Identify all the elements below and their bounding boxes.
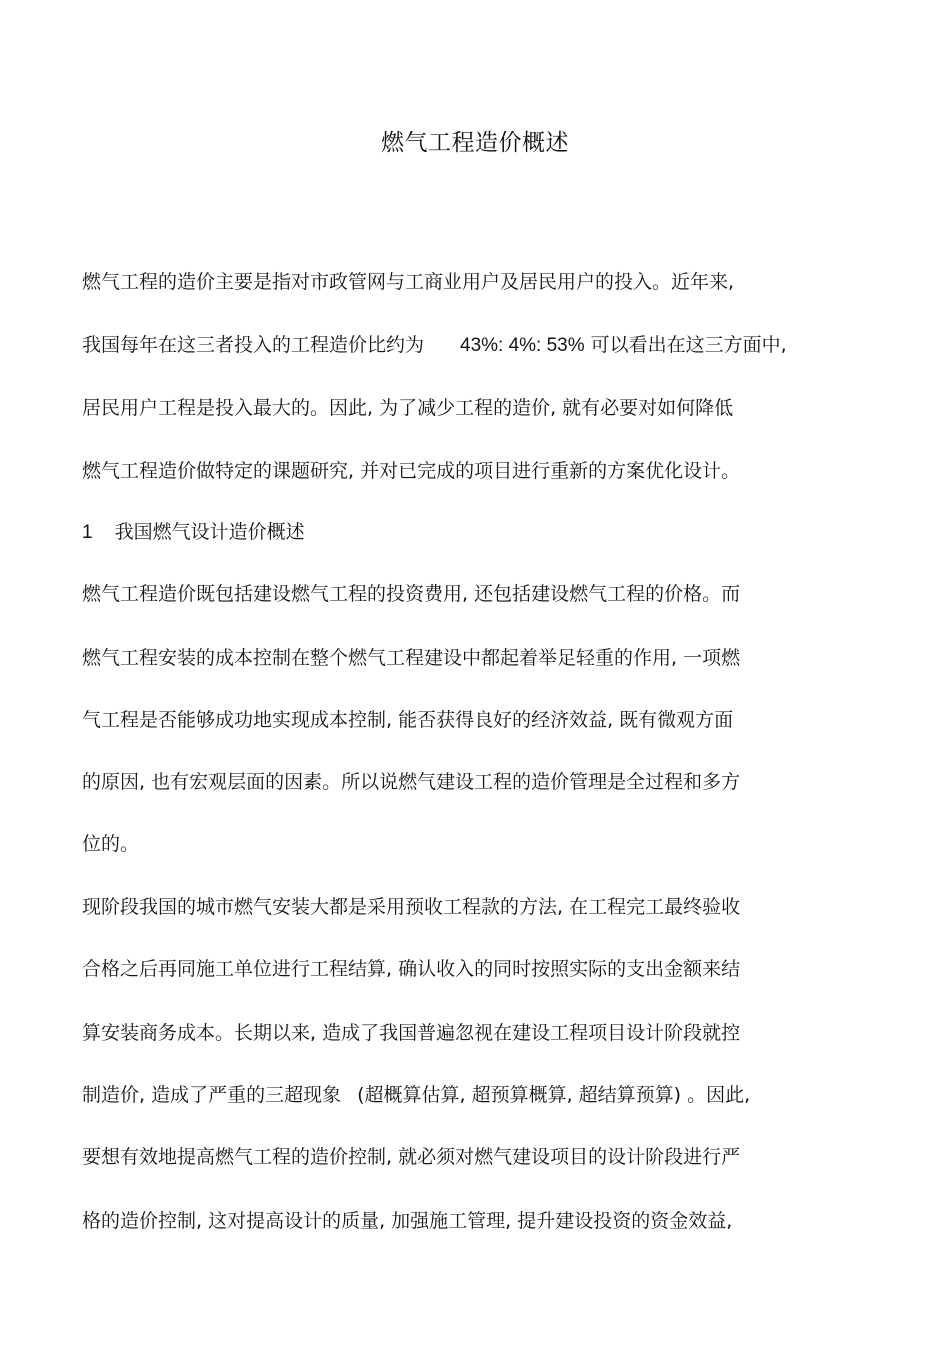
section-heading-text: 我国燃气设计造价概述 [114, 521, 305, 543]
paragraph-line: 的原因, 也有宏观层面的因素。所以说燃气建设工程的造价管理是全过程和多方 [82, 771, 741, 793]
paragraph-line: 燃气工程的造价主要是指对市政管网与工商业用户及居民用户的投入。近年来, [82, 271, 735, 293]
paragraph-line [82, 1081, 750, 1109]
paragraph-line: 燃气工程造价做特定的课题研究, 并对已完成的项目进行重新的方案优化设计。 [82, 460, 741, 482]
ratio-value: 43%: 4%: 53% [460, 335, 585, 356]
paragraph-line: 合格之后再同施工单位进行工程结算, 确认收入的同时按照实际的支出金额来结 [82, 958, 741, 980]
paragraph-text: 我国每年在这三者投入的工程造价比约为 [82, 334, 425, 356]
paragraph-line: 气工程是否能够成功地实现成本控制, 能否获得良好的经济效益, 既有微观方面 [82, 709, 734, 731]
paragraph-line: 燃气工程造价既包括建设燃气工程的投资费用, 还包括建设燃气工程的价格。而 [82, 583, 741, 605]
paragraph-line: 现阶段我国的城市燃气安装大都是采用预收工程款的方法, 在工程完工最终验收 [82, 896, 741, 918]
paragraph-text: 可以看出在这三方面中, [590, 334, 787, 356]
section-number: 1 [82, 522, 93, 543]
paragraph-text: 制造价, 造成了严重的三超现象 [82, 1084, 342, 1106]
paragraph-line: 算安装商务成本。长期以来, 造成了我国普遍忽视在建设工程项目设计阶段就控 [82, 1022, 741, 1044]
paragraph-line: 燃气工程安装的成本控制在整个燃气工程建设中都起着举足轻重的作用, 一项燃 [82, 647, 741, 669]
paragraph-text: (超概算估算, 超预算概算, 超结算预算) 。因此, [357, 1084, 751, 1106]
document-title: 燃气工程造价概述 [381, 130, 569, 156]
paragraph-line: 居民用户工程是投入最大的。因此, 为了减少工程的造价, 就有必要对如何降低 [82, 397, 734, 419]
paragraph-line: 位的。 [82, 833, 140, 855]
paragraph-line [82, 331, 787, 360]
paragraph-line: 要想有效地提高燃气工程的造价控制, 就必须对燃气建设项目的设计阶段进行严 [82, 1146, 741, 1168]
section-heading [82, 518, 305, 547]
paragraph-line: 格的造价控制, 这对提高设计的质量, 加强施工管理, 提升建设投资的资金效益, [82, 1210, 733, 1232]
